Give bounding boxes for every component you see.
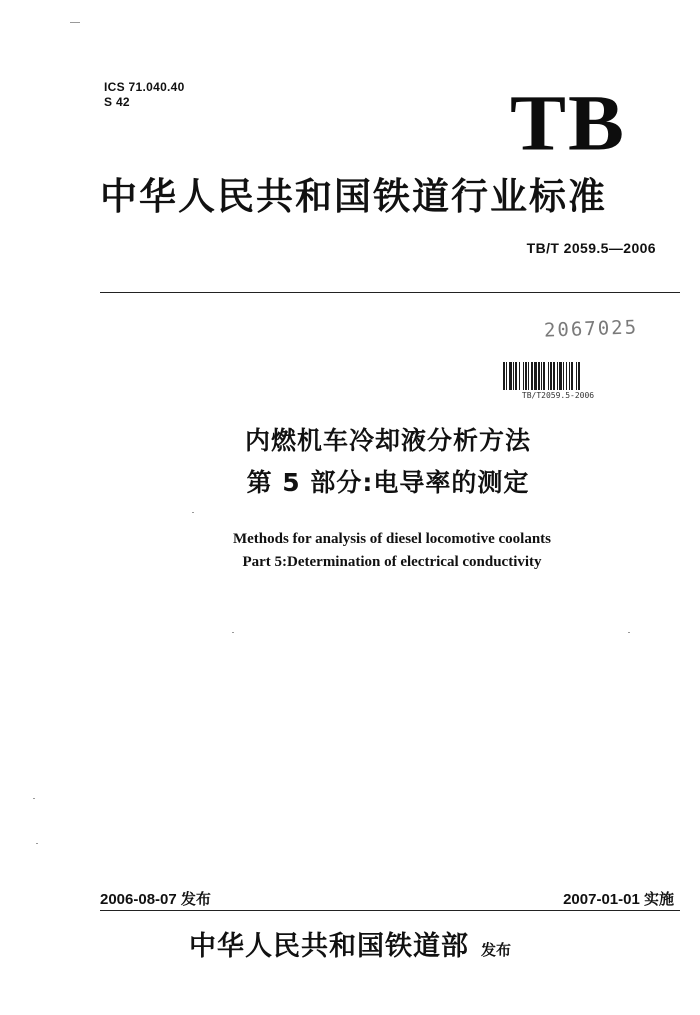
scan-speck [70,22,80,23]
ics-code: ICS 71.040.40 [104,80,185,94]
title-en-line1: Methods for analysis of diesel locomotive coolants [232,531,552,547]
title-cn-line2: 第 5 部分:电导率的测定 [246,468,530,497]
standard-title: 中华人民共和国铁道行业标准 [100,174,607,218]
title-cn-line1: 内燃机车冷却液分析方法 [244,426,531,455]
scan-speck [192,512,194,513]
implementation-date: 2007-01-01 实施 [563,891,674,908]
classification-codes [104,80,185,110]
bottom-divider [100,910,680,911]
scan-speck [33,798,35,799]
publisher-tag: 发布 [480,941,511,959]
publisher-block [0,924,700,963]
top-divider [100,292,680,293]
serial-stamp: 2067025 [543,316,639,342]
standard-number: TB/T 2059.5—2006 [526,240,656,256]
publisher-name: 中华人民共和国铁道部 [188,931,469,962]
barcode-text: TB/T2059.5-2006 [521,391,595,400]
tb-logo: TB [509,79,626,168]
barcode-icon [502,362,614,390]
scan-speck [36,843,38,844]
issue-date: 2006-08-07 发布 [100,891,211,908]
scan-speck [628,632,630,633]
title-en-line2: Part 5:Determination of electrical conductivity [242,554,542,570]
scan-speck [232,632,234,633]
ccs-code: S 42 [104,95,130,109]
